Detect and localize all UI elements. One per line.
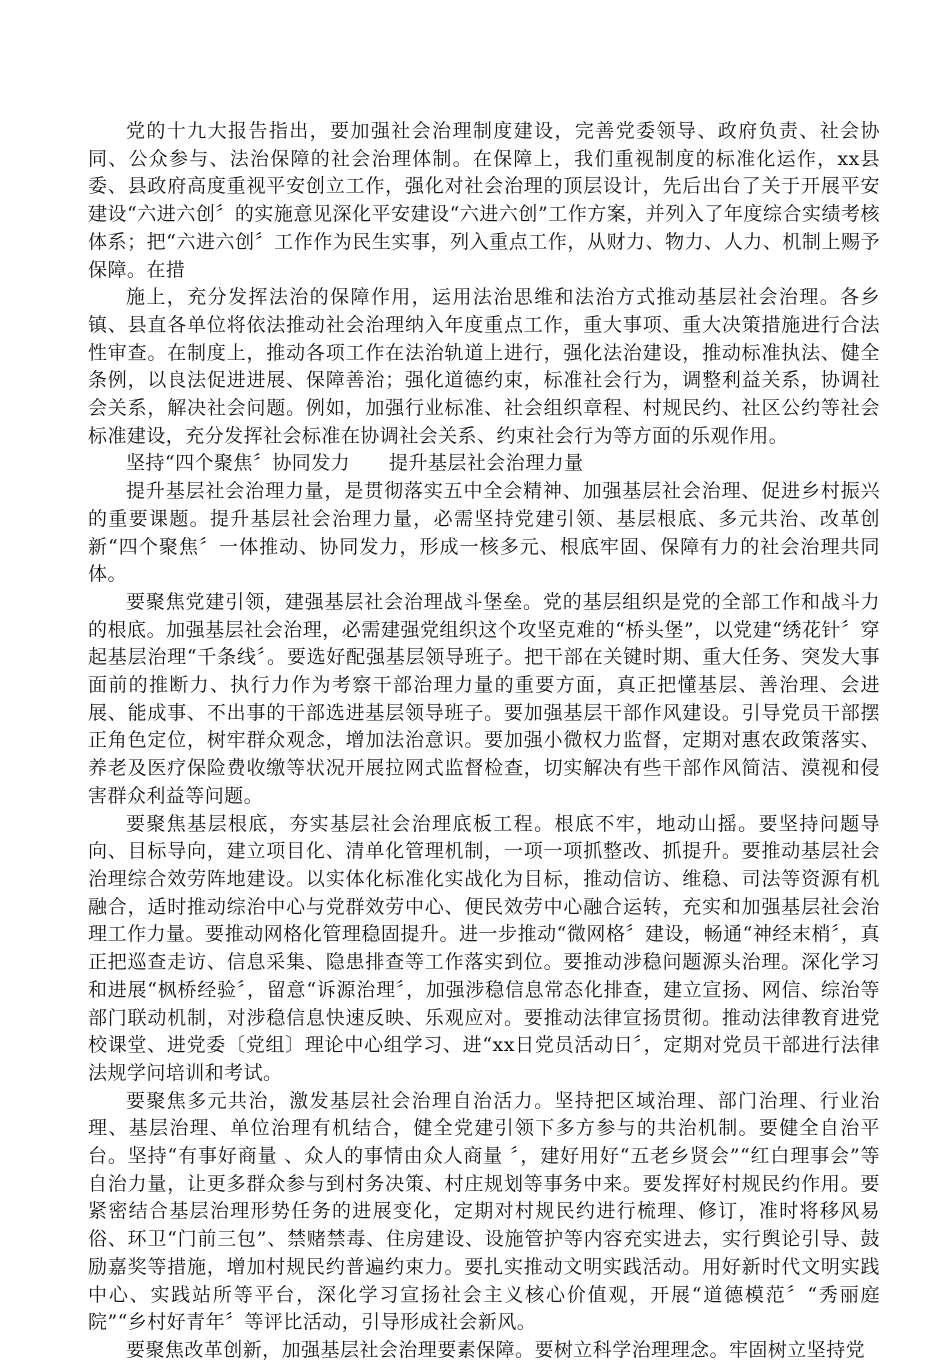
paragraph-multi-party-co-governance: 要聚焦多元共治，激发基层社会治理自治活力。坚持把区域治理、部门治理、行业治理、基层治理、单位治理有机结合，健全党建引领下多方参与的共治机制。要健全自治平台。坚持“有事好商量 、众人的事情由众人商量 〞，建好用好“五老乡贤会”“红白理事会”等自治力量，让更多群众参与到村务决策、村庄规划等事务中来。要发挥好村规民约作用。要紧密结合基层治理形势任务的进展变化，定期对村规民约进行梳理、修订，准时将移风易俗、环卫“门前三包”、禁赌禁毒、住房建设、设施管护等内容充实进去，实行舆论引导、鼓励嘉奖等措施，增加村规民约普遍约束力。要扎实推动文明实践活动。用好新时代文明实践中心、实践站所等平台，深化学习宣扬社会主义核心价值观，开展“道德模范〞“秀丽庭院”“乡村好青年〞等评比活动，引导形成社会新风。 bbox=[88, 1089, 880, 1334]
paragraph-rule-of-law-guarantee: 施上，充分发挥法治的保障作用，运用法治思维和法治方式推动基层社会治理。各乡镇、县直各单位将依法推动社会治理纳入年度重点工作，重大事项、重大决策措施进行合法性审查。在制度上，推动各项工作在法治轨道上进行，强化法治建设，推动标准执法、健全条例，以良法促进进展、保障善治；强化道德约束，标准社会行为，调整利益关系，协调社会关系，解决社会问题。例如，加强行业标准、社会组织章程、村规民约、社区公约等社会标准建设，充分发挥社会标准在协调社会关系、约束社会行为等方面的乐观作用。 bbox=[88, 286, 880, 447]
section-heading-four-focuses: 坚持“四个聚焦〞协同发力 提升基层社会治理力量 bbox=[126, 452, 584, 475]
paragraph-improve-governance-capacity: 提升基层社会治理力量，是贯彻落实五中全会精神、加强基层社会治理、促进乡村振兴的重要课题。提升基层社会治理力量，必需坚持党建引领、基层根底、多元共治、改革创新“四个聚焦〞一体推动、协同发力，形成一核多元、根底牢固、保障有力的社会治理共同体。 bbox=[88, 480, 880, 586]
paragraph-grassroots-foundation: 要聚焦基层根底，夯实基层社会治理底板工程。根底不牢，地动山摇。要坚持问题导向、目标导向，建立项目化、清单化管理机制，一项一项抓整改、抓提升。要推动基层社会治理综合效劳阵地建设。以实体化标准化实战化为目标，推动信访、维稳、司法等资源有机融合，适时推动综治中心与党群效劳中心、便民效劳中心融合运转，充实和加强基层社会治理工作力量。要推动网格化管理稳固提升。进一步推动“微网格〞建设，畅通“神经末梢〞，真正把巡查走访、信息采集、隐患排查等工作落实到位。要推动涉稳问题源头治理。深化学习和进展“枫桥经验〞，留意“诉源治理〞，加强涉稳信息常态化排查，建立宣扬、网信、综治等部门联动机制，对涉稳信息快速反映、乐观应对。要推动法律宣扬贯彻。推动法律教育进党校课堂、进党委〔党组〕理论中心组学习、进“xx日党员活动日〞，定期对党员干部进行法律法规学问培训和考试。 bbox=[88, 812, 880, 1084]
paragraph-reform-innovation: 要聚焦改革创新，加强基层社会治理要素保障。要树立科学治理理念。牢固树立坚持党 bbox=[126, 1338, 866, 1361]
paragraph-social-governance-system: 党的十九大报告指出，要加强社会治理制度建设，完善党委领导、政府负责、社会协同、公众参与、法治保障的社会治理体制。在保障上，我们重视制度的标准化运作，xx县委、县政府高度重视平安创立工作，强化对社会治理的顶层设计，先后出台了关于开展平安建设“六进六创〞的实施意见深化平安建设“六进六创”工作方案，并列入了年度综合实绩考核体系；把“六进六创〞工作作为民生实事，列入重点工作，从财力、物力、人力、机制上赐予保障。在措 bbox=[88, 120, 880, 281]
document-body bbox=[88, 118, 880, 1365]
paragraph-party-building-leadership: 要聚焦党建引领，建强基层社会治理战斗堡垒。党的基层组织是党的全部工作和战斗力的根底。加强基层社会治理，必需建强党组织这个攻坚克难的“桥头堡”，以党建“绣花针〞穿起基层治理“千条线〞。要选好配强基层领导班子。把干部在关键时期、重大任务、突发大事面前的推断力、执行力作为考察干部治理力量的重要方面，真正把懂基层、善治理、会进展、能成事、不出事的干部选进基层领导班子。要加强基层干部作风建设。引导党员干部摆正角色定位，树牢群众观念，增加法治意识。要加强小微权力监督，定期对惠农政策落实、养老及医疗保险费收缴等状况开展拉网式监督检查，切实解决有些干部作风简洁、漠视和侵害群众利益等问题。 bbox=[88, 590, 880, 807]
